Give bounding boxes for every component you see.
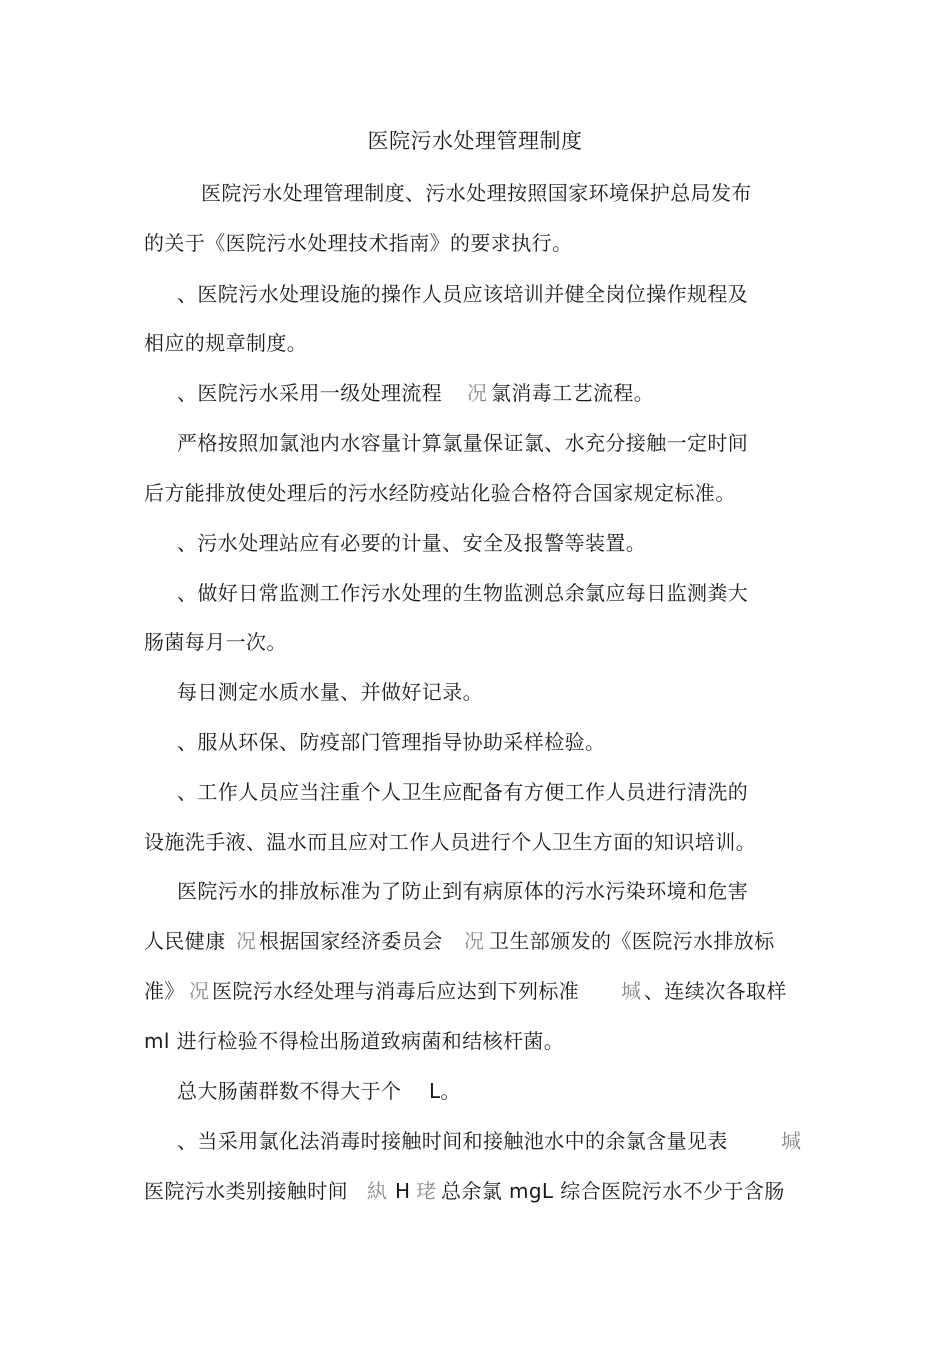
text-line: 、医院污水采用一级处理流程	[177, 381, 443, 405]
page-title: 医院污水处理管理制度	[367, 129, 583, 153]
text-line: 医院污水处理管理制度、污水处理按照国家环境保护总局发布	[201, 181, 752, 205]
text-line: 后方能排放使处理后的污水经防疫站化验合格符合国家规定标准。	[144, 481, 736, 505]
text-line: 、污水处理站应有必要的计量、安全及报警等装置。	[177, 531, 647, 555]
text-line: 氯消毒工艺流程。	[491, 381, 655, 405]
text-line: 、医院污水处理设施的操作人员应该培训并健全岗位操作规程及	[177, 282, 749, 306]
text-line: 医院污水的排放标准为了防止到有病原体的污水污染环境和危害	[177, 879, 749, 903]
text-line: 、服从环保、防疫部门管理指导协助采样检验。	[177, 730, 606, 754]
text-line: 相应的规章制度。	[144, 331, 308, 355]
text-line: 准》	[144, 979, 185, 1003]
text-line: 肠菌每月一次。	[144, 630, 287, 654]
text-line: 医院污水经处理与消毒后应达到下列标准	[212, 979, 580, 1003]
text-line: 医院污水类别接触时间	[144, 1179, 348, 1203]
text-line: L。	[429, 1079, 461, 1103]
text-line: 卫生部颁发的《医院污水排放标	[489, 929, 775, 953]
text-line: 、连续次各取样	[644, 979, 787, 1003]
ocr-artifact-glyph: 堿	[781, 1129, 802, 1153]
text-line: 总大肠菌群数不得大于个	[177, 1079, 402, 1103]
text-line: ml 进行检验不得检出肠道致病菌和结核杆菌。	[144, 1029, 565, 1053]
text-line: 、做好日常监测工作污水处理的生物监测总余氯应每日监测粪大	[177, 581, 749, 605]
ocr-artifact-glyph: 况	[189, 979, 210, 1003]
ocr-artifact-glyph: 况	[467, 381, 488, 405]
text-line: 人民健康	[144, 929, 226, 953]
ocr-artifact-glyph: 珯	[416, 1179, 437, 1203]
text-line: 严格按照加氯池内水容量计算氯量保证氯、水充分接触一定时间	[177, 431, 749, 455]
ocr-artifact-glyph: 况	[236, 929, 257, 953]
ocr-artifact-glyph: 堿	[621, 979, 642, 1003]
text-line: 总余氯 mgL 综合医院污水不少于含肠	[441, 1179, 785, 1203]
ocr-artifact-glyph: 况	[464, 929, 485, 953]
text-line: H	[395, 1179, 411, 1203]
ocr-artifact-glyph: 紈	[367, 1179, 388, 1203]
text-line: 的关于《医院污水处理技术指南》的要求执行。	[144, 231, 573, 255]
text-line: 设施洗手液、温水而且应对工作人员进行个人卫生方面的知识培训。	[144, 830, 756, 854]
text-line: 根据国家经济委员会	[259, 929, 443, 953]
text-line: 、工作人员应当注重个人卫生应配备有方便工作人员进行清洗的	[177, 780, 749, 804]
text-line: 、当采用氯化法消毒时接触时间和接触池水中的余氯含量见表	[177, 1129, 728, 1153]
text-line: 每日测定水质水量、并做好记录。	[177, 680, 483, 704]
